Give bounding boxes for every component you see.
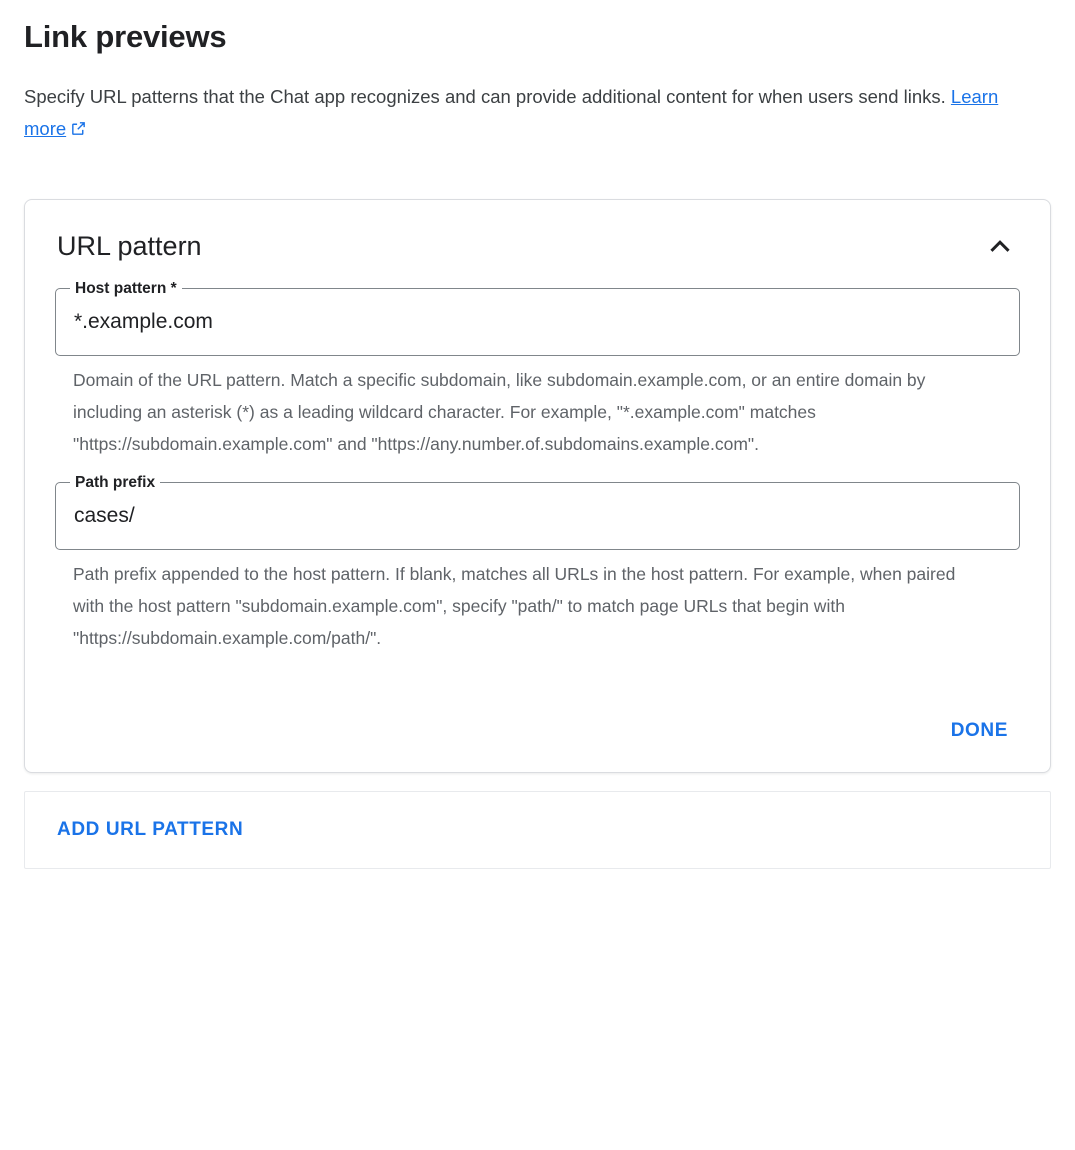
host-pattern-helper-text: Domain of the URL pattern. Match a specific subdomain, like subdomain.example.com, or an entire domain by including an asterisk (*) as a leading wildcard character. For example, "*.example.com" matches "https://subdomain.example.com" and "https://any.number.of.subdomains.example.com". (73, 370, 926, 455)
host-pattern-field[interactable] (55, 280, 1020, 356)
path-prefix-input[interactable] (74, 504, 1001, 528)
path-prefix-field[interactable] (55, 474, 1020, 550)
open-in-new-icon[interactable] (70, 115, 87, 147)
page-description-text: Specify URL patterns that the Chat app recognizes and can provide additional content for when users send links. (24, 86, 946, 108)
host-pattern-label: Host pattern * (70, 279, 182, 299)
host-pattern-input[interactable] (74, 310, 1001, 334)
learn-more-link[interactable]: Learn more (24, 86, 999, 140)
url-pattern-card (24, 199, 1051, 773)
page-description (24, 81, 1039, 147)
host-pattern-field-wrap (55, 280, 1020, 460)
card-title: URL pattern (57, 230, 202, 261)
path-prefix-label: Path prefix (70, 473, 160, 493)
page-title: Link previews (24, 19, 227, 54)
done-button[interactable]: DONE (941, 712, 1018, 750)
chevron-up-icon[interactable] (980, 226, 1020, 266)
add-url-pattern-bar[interactable] (24, 791, 1051, 869)
path-prefix-helper-text: Path prefix appended to the host pattern. If blank, matches all URLs in the host pattern. For example, when paired with the host pattern "subdomain.example.com", specify "path/" to match page URLs that begin with "https://subdomain.example.com/path/". (73, 564, 956, 649)
add-url-pattern-button[interactable]: ADD URL PATTERN (57, 819, 244, 841)
url-pattern-card-header (55, 226, 1020, 266)
card-actions (55, 712, 1020, 750)
path-prefix-field-wrap (55, 474, 1020, 654)
